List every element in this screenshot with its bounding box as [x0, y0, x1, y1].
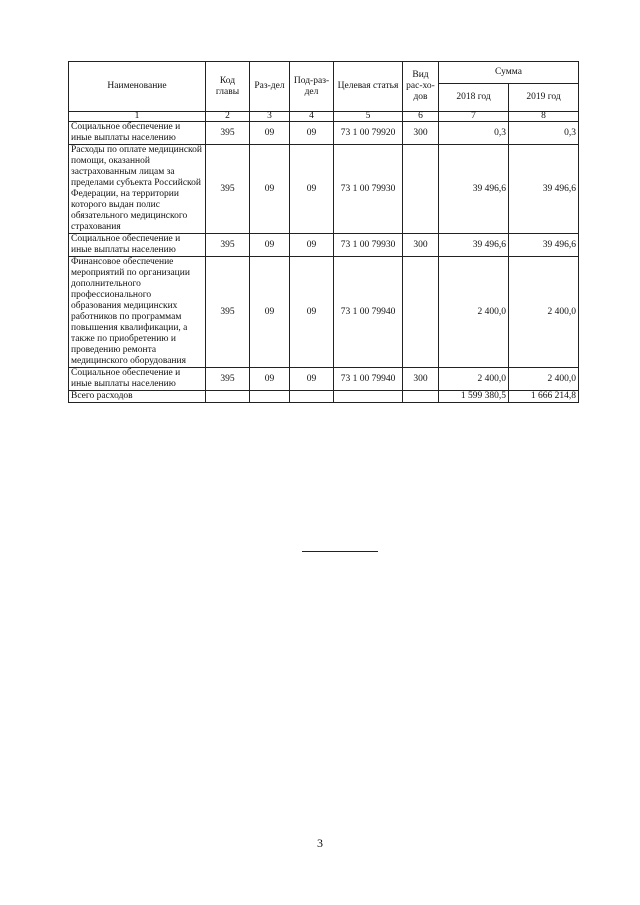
column-number: 6 — [403, 112, 439, 122]
column-number: 1 — [69, 112, 206, 122]
row-section: 09 — [250, 145, 290, 234]
row-section: 09 — [250, 257, 290, 368]
row-expense-type: 300 — [403, 368, 439, 391]
header-code: Код главы — [206, 62, 250, 112]
row-amount-2018: 2 400,0 — [439, 368, 509, 391]
row-code: 395 — [206, 234, 250, 257]
row-target: 73 1 00 79930 — [334, 145, 403, 234]
column-number: 4 — [290, 112, 334, 122]
column-numbers-row — [69, 112, 579, 122]
row-target: 73 1 00 79940 — [334, 368, 403, 391]
empty-cell — [334, 391, 403, 403]
total-label: Всего расходов — [69, 391, 206, 403]
row-code: 395 — [206, 368, 250, 391]
table-row — [69, 368, 579, 391]
total-amount-2019: 1 666 214,8 — [509, 391, 579, 403]
row-amount-2019: 39 496,6 — [509, 234, 579, 257]
row-name: Социальное обеспечение и иные выплаты населению — [69, 368, 206, 391]
row-target: 73 1 00 79940 — [334, 257, 403, 368]
header-year-2018: 2018 год — [439, 84, 509, 112]
row-code: 395 — [206, 122, 250, 145]
row-expense-type — [403, 257, 439, 368]
row-subsection: 09 — [290, 122, 334, 145]
row-amount-2018: 0,3 — [439, 122, 509, 145]
column-number: 7 — [439, 112, 509, 122]
table-row — [69, 122, 579, 145]
empty-cell — [403, 391, 439, 403]
header-section: Раз-дел — [250, 62, 290, 112]
table-row — [69, 257, 579, 368]
table-row — [69, 234, 579, 257]
row-section: 09 — [250, 122, 290, 145]
row-code: 395 — [206, 145, 250, 234]
row-name: Социальное обеспечение и иные выплаты населению — [69, 122, 206, 145]
total-amount-2018: 1 599 380,5 — [439, 391, 509, 403]
empty-cell — [206, 391, 250, 403]
column-number: 3 — [250, 112, 290, 122]
column-number: 2 — [206, 112, 250, 122]
header-sum: Сумма — [439, 62, 579, 84]
table-row — [69, 145, 579, 234]
row-name: Финансовое обеспечение мероприятий по организации дополнительного профессионального образования медицинских работников по программам повышения квалификации, а также по приобретению и проведению ремонта медицинского оборудования — [69, 257, 206, 368]
row-amount-2019: 0,3 — [509, 122, 579, 145]
row-name: Социальное обеспечение и иные выплаты населению — [69, 234, 206, 257]
row-expense-type: 300 — [403, 122, 439, 145]
row-name: Расходы по оплате медицинской помощи, оказанной застрахованным лицам за пределами субъекта Российской Федерации, на территории которого выдан полис обязательного медицинского страхования — [69, 145, 206, 234]
row-amount-2018: 39 496,6 — [439, 234, 509, 257]
row-amount-2019: 39 496,6 — [509, 145, 579, 234]
header-year-2019: 2019 год — [509, 84, 579, 112]
row-expense-type: 300 — [403, 234, 439, 257]
row-code: 395 — [206, 257, 250, 368]
row-amount-2019: 2 400,0 — [509, 257, 579, 368]
row-amount-2019: 2 400,0 — [509, 368, 579, 391]
empty-cell — [250, 391, 290, 403]
header-expense-type: Вид рас-хо-дов — [403, 62, 439, 112]
header-name: Наименование — [69, 62, 206, 112]
empty-cell — [290, 391, 334, 403]
row-expense-type — [403, 145, 439, 234]
row-subsection: 09 — [290, 234, 334, 257]
header-subsection: Под-раз-дел — [290, 62, 334, 112]
row-target: 73 1 00 79920 — [334, 122, 403, 145]
page-number: 3 — [317, 836, 323, 850]
total-row — [69, 391, 579, 403]
end-divider — [302, 551, 378, 552]
row-section: 09 — [250, 234, 290, 257]
row-amount-2018: 39 496,6 — [439, 145, 509, 234]
row-subsection: 09 — [290, 257, 334, 368]
budget-table — [68, 61, 579, 403]
row-amount-2018: 2 400,0 — [439, 257, 509, 368]
row-target: 73 1 00 79930 — [334, 234, 403, 257]
row-subsection: 09 — [290, 145, 334, 234]
row-subsection: 09 — [290, 368, 334, 391]
row-section: 09 — [250, 368, 290, 391]
column-number: 5 — [334, 112, 403, 122]
header-target: Целевая статья — [334, 62, 403, 112]
column-number: 8 — [509, 112, 579, 122]
